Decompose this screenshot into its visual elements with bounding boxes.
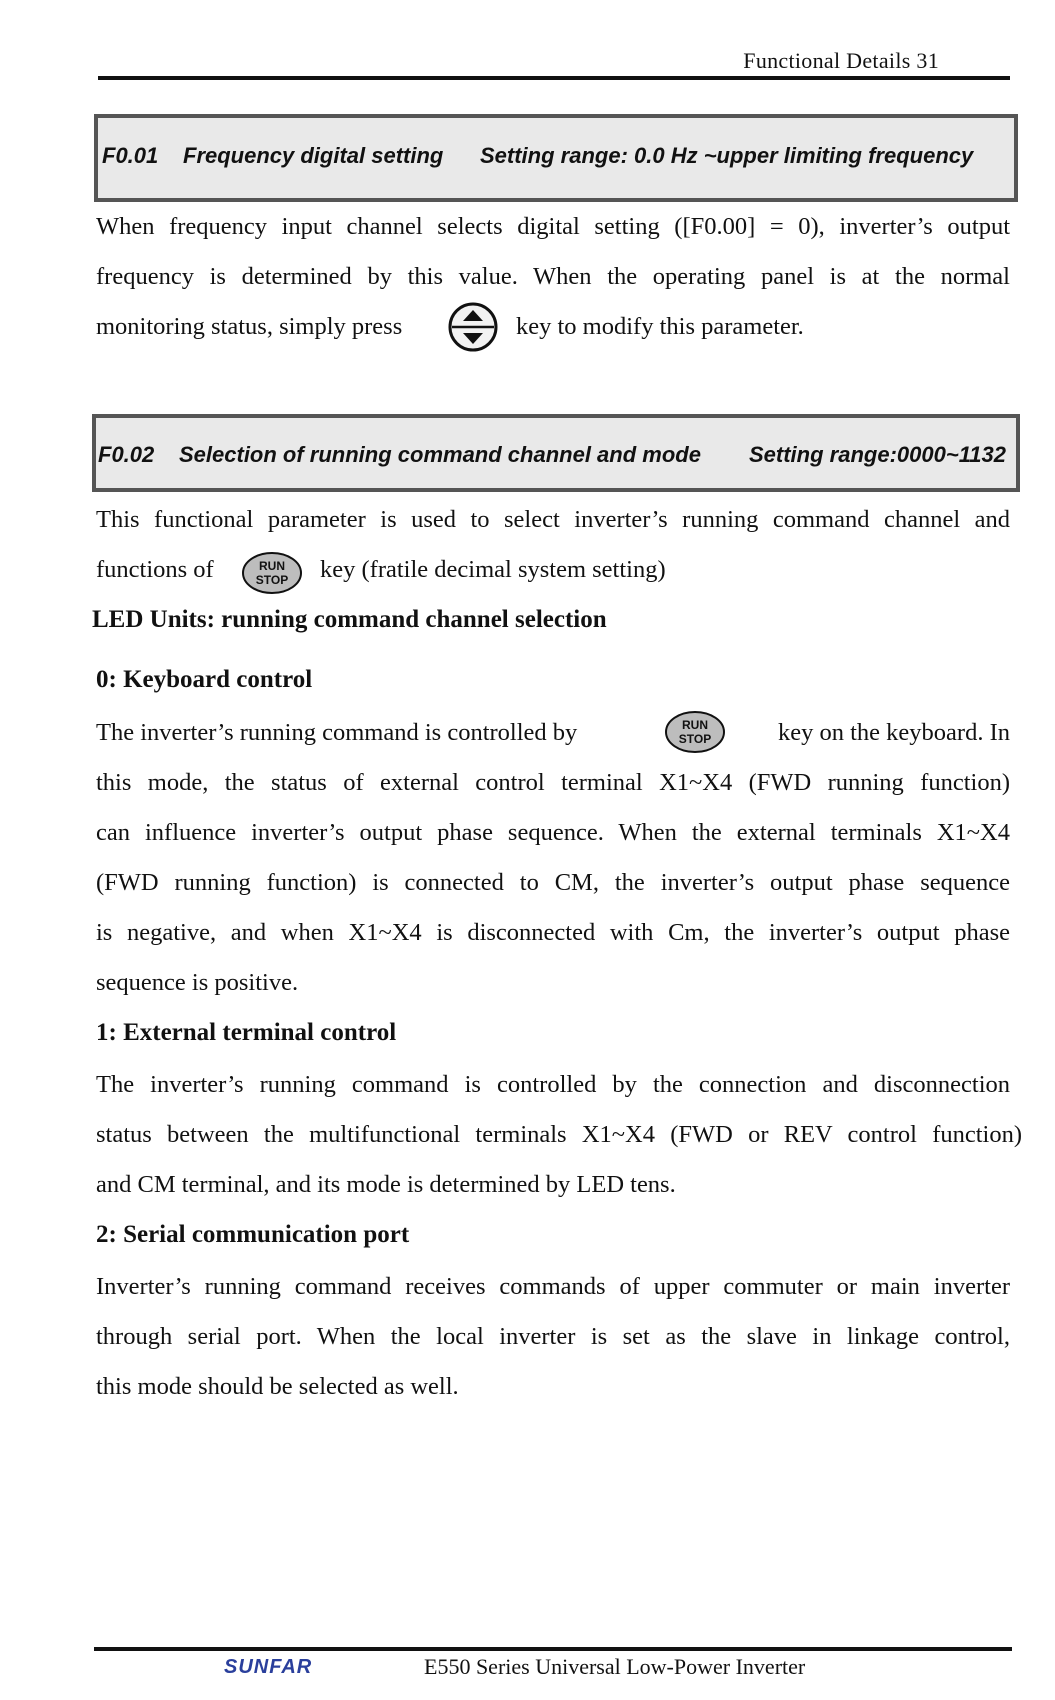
text-line: through serial port. When the local inverter is set as the slave in linkage control, (96, 1323, 1010, 1350)
sunfar-logo: SUNFAR (224, 1656, 313, 1678)
text-line: this mode, the status of external control terminal X1~X4 (FWD running function) (96, 769, 1010, 796)
text-line: This functional parameter is used to select inverter’s running command channel and (96, 506, 1010, 533)
header-rule (98, 76, 1010, 80)
param-name: Frequency digital setting (183, 143, 444, 168)
text-line: key to modify this parameter. (516, 313, 804, 340)
run-stop-key-icon (241, 551, 303, 595)
text-line: is negative, and when X1~X4 is disconnected with Cm, the inverter’s output phase (96, 919, 1010, 946)
text-line: (FWD running function) is connected to CM, the inverter’s output phase sequence (96, 869, 1010, 896)
param-name: Selection of running command channel and mode (179, 442, 701, 467)
text-line: status between the multifunctional terminals X1~X4 (FWD or REV control function) (96, 1121, 1022, 1148)
page-header-title: Functional Details 31 (743, 48, 939, 73)
text-line: monitoring status, simply press (96, 313, 403, 340)
param-box-f001 (94, 114, 1018, 202)
section-heading: 1: External terminal control (96, 1019, 397, 1046)
param-range: Setting range:0000~1132 (749, 442, 1006, 467)
text-line: this mode should be selected as well. (96, 1373, 459, 1400)
text-line: can influence inverter’s output phase sequence. When the external terminals X1~X4 (96, 819, 1010, 846)
updown-key-icon (448, 302, 498, 352)
text-line: functions of (96, 556, 214, 583)
footer-rule (94, 1647, 1012, 1651)
text-line: sequence is positive. (96, 969, 299, 996)
text-line: key (fratile decimal system setting) (320, 556, 666, 583)
section-heading: 2: Serial communication port (96, 1221, 410, 1248)
section-heading: 0: Keyboard control (96, 666, 313, 693)
run-stop-key-icon (664, 710, 726, 754)
run-key-label: RUN (259, 559, 285, 573)
run-key-label: RUN (682, 718, 708, 732)
text-line: Inverter’s running command receives commands of upper commuter or main inverter (96, 1273, 1010, 1300)
param-box-f002 (92, 414, 1020, 492)
text-line: frequency is determined by this value. When the operating panel is at the normal (96, 263, 1010, 290)
param-code: F0.01 (102, 143, 159, 168)
stop-key-label: STOP (255, 573, 289, 587)
footer-title: E550 Series Universal Low-Power Inverter (424, 1654, 806, 1679)
section-heading: LED Units: running command channel selection (92, 606, 607, 633)
text-line: When frequency input channel selects digital setting ([F0.00] = 0), inverter’s output (96, 213, 1010, 240)
stop-key-label: STOP (678, 732, 712, 746)
param-code: F0.02 (98, 442, 155, 467)
text-line: The inverter’s running command is controlled by (96, 719, 578, 746)
param-range: Setting range: 0.0 Hz ~upper limiting frequency (480, 143, 974, 168)
text-line: key on the keyboard. In (778, 719, 1010, 746)
text-line: The inverter’s running command is controlled by the connection and disconnection (96, 1071, 1010, 1098)
text-line: and CM terminal, and its mode is determined by LED tens. (96, 1171, 676, 1198)
